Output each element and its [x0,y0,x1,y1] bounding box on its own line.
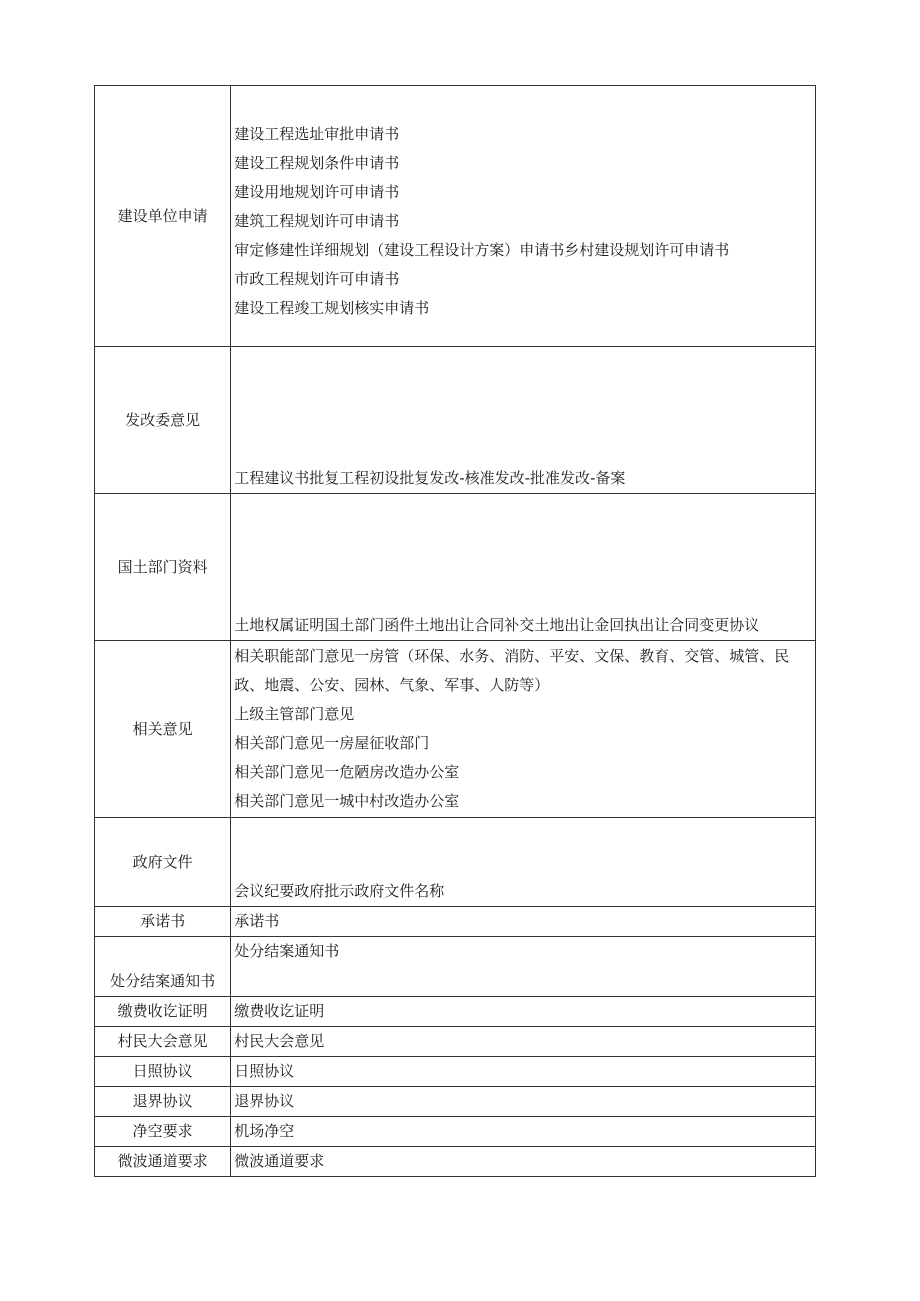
list-item: 机场净空 [234,1122,295,1140]
row-content [231,641,816,818]
row-content [231,997,816,1027]
table-row [95,494,816,641]
list-item: 相关部门意见一危陋房改造办公室 [234,763,460,781]
list-item: 日照协议 [234,1062,295,1080]
list-item: 相关部门意见一房屋征收部门 [234,734,430,752]
row-label: 相关意见 [95,641,231,818]
row-content [231,347,816,494]
list-item: 上级主管部门意见 [234,705,355,723]
requirements-table [94,85,816,1177]
row-label: 处分结案通知书 [95,937,231,997]
list-item: 微波通道要求 [234,1152,325,1170]
row-label: 缴费收讫证明 [95,997,231,1027]
row-content [231,1147,816,1177]
row-content [231,937,816,997]
table-row [95,907,816,937]
table-row [95,1027,816,1057]
table-row [95,1147,816,1177]
row-label: 日照协议 [95,1057,231,1087]
list-item: 建设用地规划许可申请书 [234,182,400,201]
list-item: 承诺书 [234,912,280,930]
list-item: 建筑工程规划许可申请书 [234,211,400,230]
row-content [231,818,816,907]
table-row [95,86,816,347]
row-label: 发改委意见 [95,347,231,494]
row-content [231,1087,816,1117]
list-item: 市政工程规划许可申请书 [234,269,400,288]
list-item: 审定修建性详细规划（建设工程设计方案）申请书乡村建设规划许可申请书 [234,240,730,259]
row-content [231,494,816,641]
list-item: 相关职能部门意见一房管（环保、水务、消防、平安、文保、教育、交管、城管、民政、地震、公安、园林、气象、军事、人防等） [234,647,790,694]
list-item: 村民大会意见 [234,1032,325,1050]
row-content [231,907,816,937]
row-label: 微波通道要求 [95,1147,231,1177]
row-label: 退界协议 [95,1087,231,1117]
list-item: 缴费收讫证明 [234,1002,325,1020]
table-row [95,818,816,907]
list-item: 建设工程规划条件申请书 [234,153,400,172]
row-label: 净空要求 [95,1117,231,1147]
table-row [95,1117,816,1147]
row-label: 政府文件 [95,818,231,907]
row-content [231,1027,816,1057]
row-label: 国土部门资料 [95,494,231,641]
table-row [95,1087,816,1117]
list-item: 退界协议 [234,1092,295,1110]
table-row [95,997,816,1027]
list-item: 土地权属证明国土部门函件土地出让合同补交土地出让金回执出让合同变更协议 [234,616,760,634]
list-item: 建设工程竣工规划核实申请书 [234,298,430,317]
row-content [231,86,816,347]
row-label: 村民大会意见 [95,1027,231,1057]
table-row [95,347,816,494]
list-item: 相关部门意见一城中村改造办公室 [234,792,460,810]
list-item: 会议纪要政府批示政府文件名称 [234,882,445,900]
list-item: 建设工程选址审批申请书 [234,124,400,143]
row-label: 承诺书 [95,907,231,937]
table-row [95,937,816,997]
table-row [95,641,816,818]
row-content [231,1117,816,1147]
row-label: 建设单位申请 [95,86,231,347]
table-row [95,1057,816,1087]
list-item: 处分结案通知书 [234,942,340,960]
row-content [231,1057,816,1087]
list-item: 工程建议书批复工程初设批复发改-核准发改-批准发改-备案 [234,469,626,487]
